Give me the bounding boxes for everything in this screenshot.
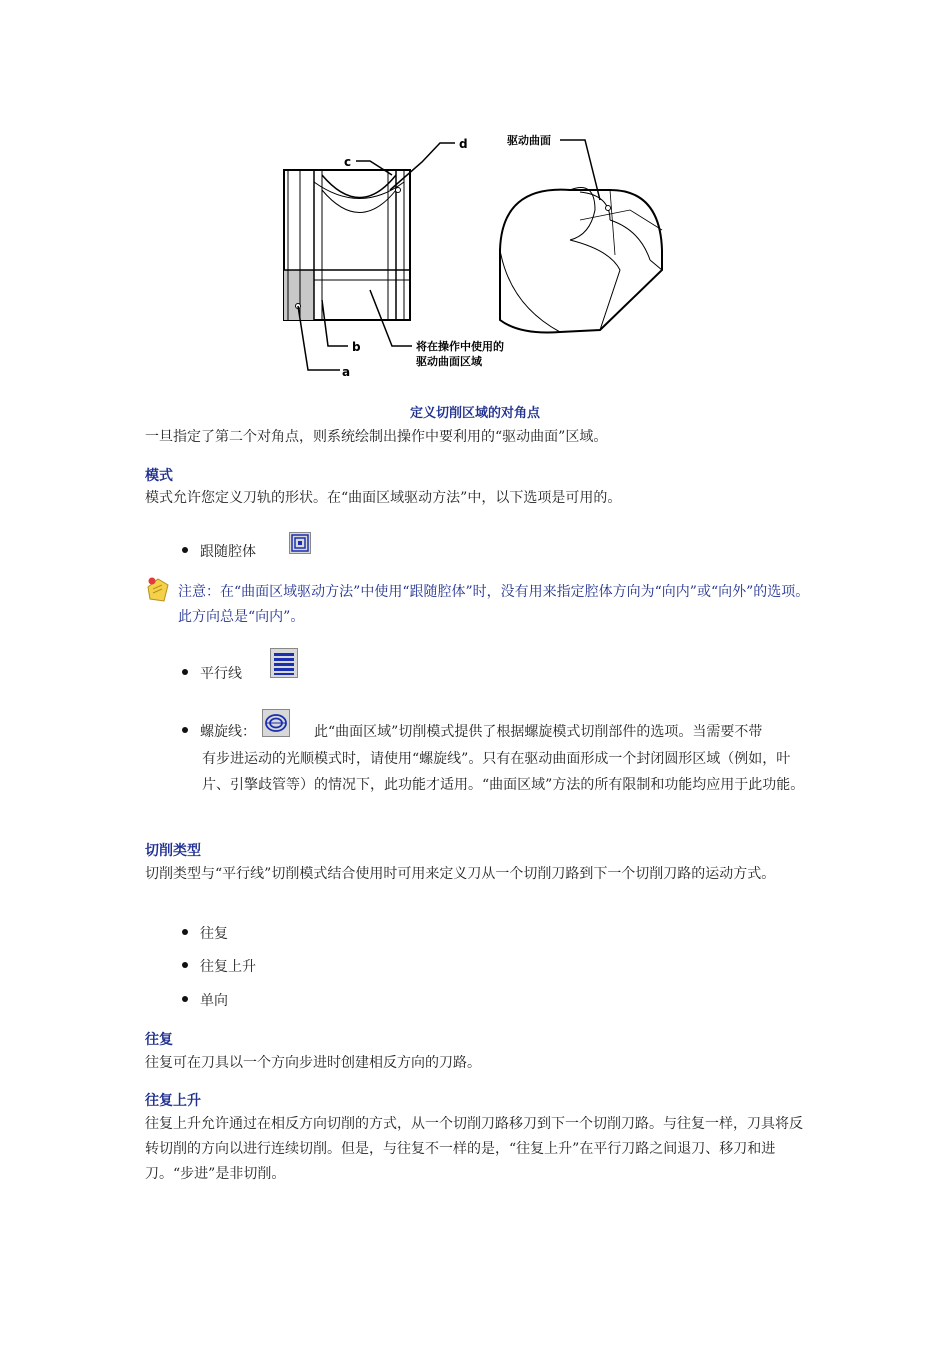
bullet-zigzag — [182, 922, 228, 947]
drive-surface-diagram — [270, 120, 670, 385]
bullet-dot — [182, 996, 188, 1002]
bullet-dot — [182, 962, 188, 968]
bullet-dot — [182, 727, 188, 733]
note-icon — [144, 575, 172, 605]
bullet-zig — [182, 989, 228, 1014]
label-b: b — [352, 340, 361, 354]
intro-paragraph: 一旦指定了第二个对角点，则系统绘制出操作中要利用的“驱动曲面”区域。 — [145, 429, 608, 445]
bullet-dot — [182, 547, 188, 553]
parallel-lines-icon — [270, 648, 298, 678]
label-a: a — [342, 365, 351, 379]
bullet-dot — [182, 669, 188, 675]
label-region-line2: 驱动曲面区域 — [416, 355, 482, 368]
spiral-label: 螺旋线： — [200, 724, 256, 740]
bullet-zigzag-lift — [182, 955, 256, 980]
cut-type-item: 往复上升 — [200, 959, 256, 975]
zigzag-description: 往复可在刀具以一个方向步进时创建相反方向的刀路。 — [145, 1055, 481, 1071]
spiral-first-line: 此“曲面区域”切削模式提供了根据螺旋模式切削部件的选项。当需要不带 — [314, 724, 763, 740]
parallel-label: 平行线 — [200, 666, 242, 682]
label-drive-surface: 驱动曲面 — [507, 134, 551, 147]
cut-type-item: 往复 — [200, 926, 228, 942]
zigzag-lift-heading: 往复上升 — [145, 1093, 201, 1109]
spiral-description: 有步进运动的光顺模式时，请使用“螺旋线”。只有在驱动曲面形成一个封闭圆形区域（例如，叶片、引擎歧管等）的情况下，此功能才适用。“曲面区域”方法的所有限制和功能均应用于此功能。 — [202, 751, 805, 793]
label-c: c — [344, 155, 352, 169]
bullet-dot — [182, 929, 188, 935]
follow-cavity-label: 跟随腔体 — [200, 544, 256, 560]
label-d: d — [459, 137, 468, 151]
bullet-parallel — [182, 662, 242, 687]
bullet-follow-cavity — [182, 540, 256, 565]
follow-cavity-icon — [289, 532, 311, 554]
cut-type-description: 切削类型与“平行线”切削模式结合使用时可用来定义刀从一个切削刀路到下一个切削刀路的运动方式。 — [145, 866, 776, 882]
figure-caption: 定义切削区域的对角点 — [409, 406, 540, 421]
cut-type-heading: 切削类型 — [145, 843, 201, 859]
zigzag-heading: 往复 — [145, 1032, 173, 1048]
note-text: 注意：在“曲面区域驱动方法”中使用“跟随腔体”时，没有用来指定腔体方向为“向内”或“向外”的选项。此方向总是“向内”。 — [178, 584, 810, 625]
spiral-icon — [262, 709, 290, 737]
label-region-line1: 将在操作中使用的 — [416, 340, 504, 353]
cut-type-item: 单向 — [200, 993, 228, 1009]
mode-heading: 模式 — [145, 468, 173, 484]
drive-surface-figure — [270, 120, 670, 385]
mode-description: 模式允许您定义刀轨的形状。在“曲面区域驱动方法”中，以下选项是可用的。 — [145, 490, 622, 506]
zigzag-lift-description: 往复上升允许通过在相反方向切削的方式，从一个切削刀路移刀到下一个切削刀路。与往复一样，刀具将反转切削的方向以进行连续切削。但是，与往复不一样的是，“往复上升”在平行刀路之间退刀、移刀和进刀。“步进”是非切削。 — [145, 1116, 803, 1182]
